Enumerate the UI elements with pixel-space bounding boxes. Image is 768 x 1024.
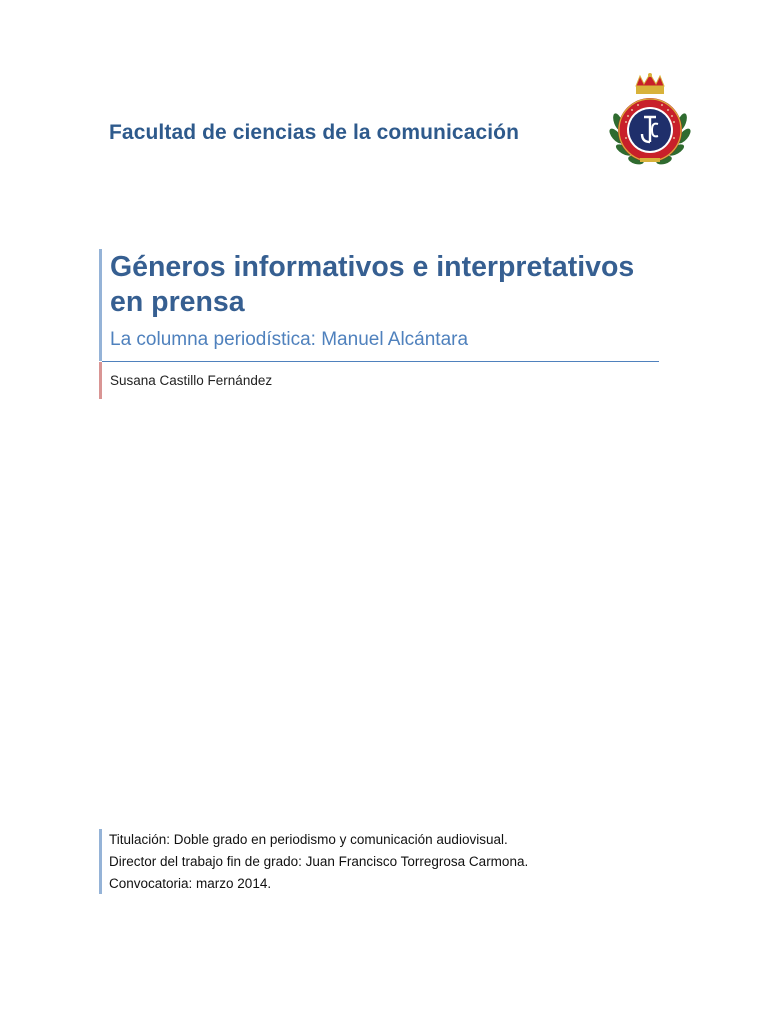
document-subtitle: La columna periodística: Manuel Alcántara — [110, 329, 469, 350]
author-accent-bar — [99, 362, 102, 399]
title-accent-bar — [99, 249, 102, 361]
call-line: Convocatoria: marzo 2014. — [109, 876, 272, 891]
title-divider — [102, 361, 659, 362]
university-crest-icon — [606, 72, 694, 172]
footer-accent-bar — [99, 829, 102, 894]
author-name: Susana Castillo Fernández — [110, 373, 273, 388]
degree-line: Titulación: Doble grado en periodismo y comunicación audiovisual. — [109, 832, 508, 847]
director-line: Director del trabajo fin de grado: Juan Francisco Torregrosa Carmona. — [109, 854, 529, 869]
footer-info — [109, 829, 528, 895]
faculty-name: Facultad de ciencias de la comunicación — [109, 121, 520, 144]
document-title: Géneros informativos e interpretativos en prensa — [110, 251, 635, 318]
